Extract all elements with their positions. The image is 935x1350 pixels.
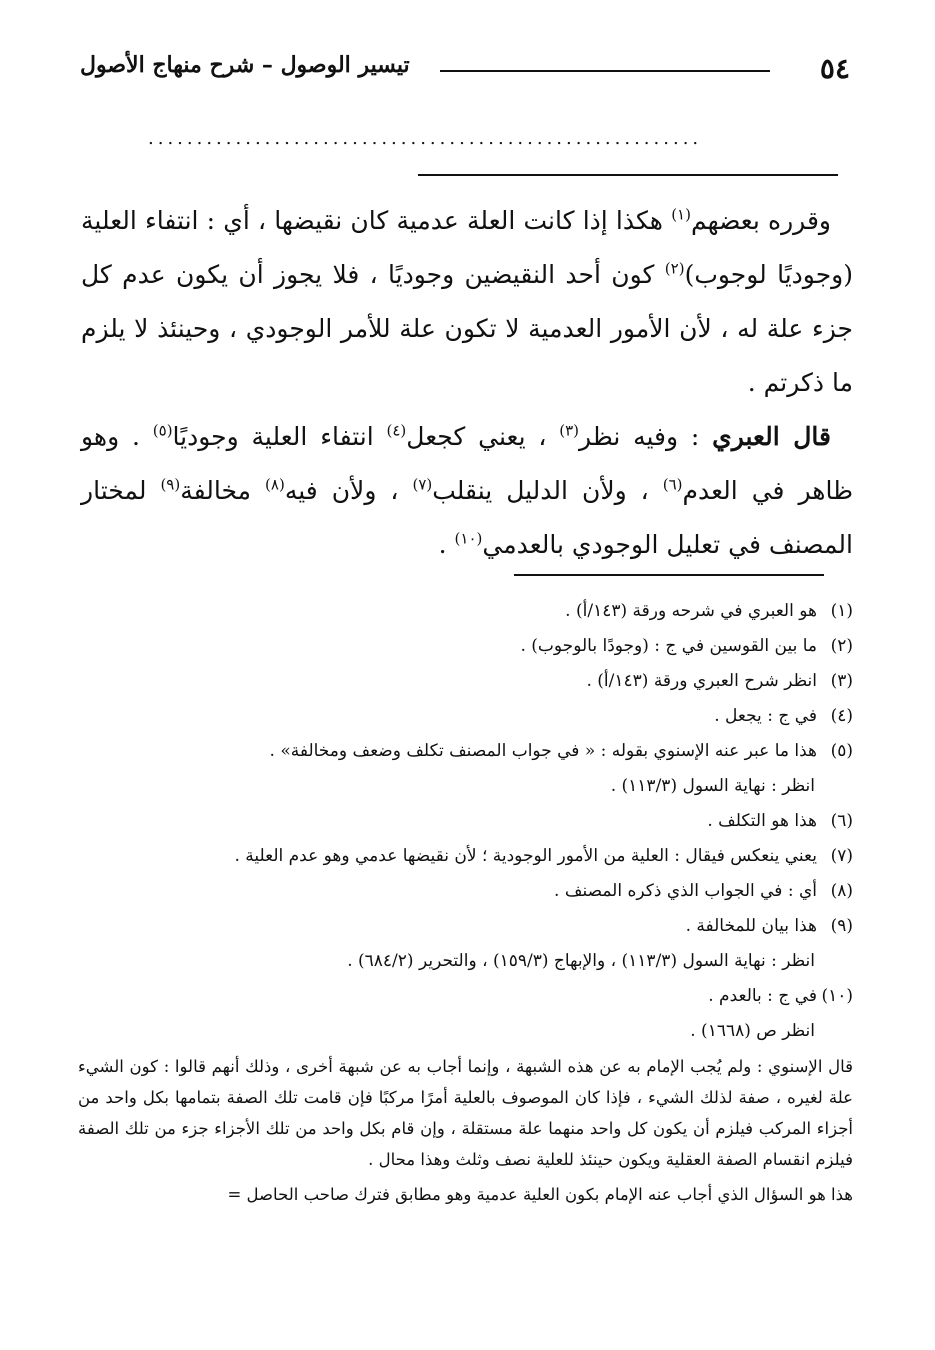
footnote-text: يعني ينعكس فيقال : العلية من الأمور الوجودية ؛ لأن نقيضها عدمي وهو عدم العلية . bbox=[234, 846, 817, 866]
text-segment: انتفاء العلية وجوديًا bbox=[172, 422, 387, 451]
footnote-number: (٩) bbox=[830, 916, 853, 936]
main-text bbox=[81, 194, 853, 572]
footnote-marker: (٦) bbox=[662, 475, 683, 494]
footnote-number: (١) bbox=[830, 601, 853, 621]
footnote-text: ما بين القوسين في ج : (وجودًا بالوجوب) . bbox=[520, 636, 817, 656]
footnote-commentary bbox=[78, 1051, 853, 1210]
text-segment: لمختار المصنف في تعليل الوجودي بالعدمي bbox=[81, 476, 853, 559]
footnote-1 bbox=[78, 594, 853, 629]
footnote-number: (٥) bbox=[830, 741, 853, 761]
footnote-text: أي : في الجواب الذي ذكره المصنف . bbox=[554, 881, 817, 901]
footnote-9 bbox=[78, 909, 853, 944]
commentary-paragraph: هذا هو السؤال الذي أجاب عنه الإمام بكون العلية عدمية وهو مطابق فترك صاحب الحاصل = bbox=[227, 1185, 853, 1204]
text-segment: مخالفة bbox=[180, 476, 266, 505]
footnote-7 bbox=[78, 839, 853, 874]
footnote-text: هذا بيان للمخالفة . bbox=[685, 916, 817, 936]
footnote-marker: (٧) bbox=[412, 475, 433, 494]
footnote-text: في ج : يجعل . bbox=[714, 706, 817, 726]
footnote-number: (٢) bbox=[830, 636, 853, 656]
footnote-text: هو العبري في شرحه ورقة (١٤٣/أ) . bbox=[565, 601, 817, 621]
footnote-marker: (٩) bbox=[160, 475, 181, 494]
speaker-label: قال العبري bbox=[712, 422, 831, 451]
footnote-2 bbox=[78, 629, 853, 664]
text-segment: وقرره بعضهم bbox=[690, 206, 832, 235]
text-segment: ، ولأن الدليل ينقلب bbox=[432, 476, 663, 505]
footnote-10-reference: انظر ص (١٦٦٨) . bbox=[690, 1021, 815, 1041]
footnote-marker: (١) bbox=[671, 205, 691, 224]
footnote-number: (٤) bbox=[830, 706, 853, 726]
footnote-9-reference: انظر : نهاية السول (١١٣/٣) ، والإبهاج (١٥٩/٣) ، والتحرير (٦٨٤/٢) . bbox=[347, 951, 815, 971]
text-segment: . bbox=[438, 530, 455, 559]
text-segment: ، ولأن فيه bbox=[284, 476, 413, 505]
text-segment: هكذا إذا كانت العلة عدمية كان نقيضها ، أي : انتفاء العلية (وجوديًا لوجوب) bbox=[81, 206, 853, 289]
text-segment: كون أحد النقيضين وجوديًا ، فلا يجوز أن يكون عدم كل جزء علة له ، لأن الأمور العدمية لا تكون علة للأمر الوجودي ، وحينئذ لا يلزم ما ذكرتم . bbox=[81, 260, 853, 397]
footnote-number: (١٠) bbox=[821, 986, 853, 1006]
footnote-text: في ج : بالعدم . bbox=[708, 986, 817, 1006]
text-segment: . وهو ظاهر في العدم bbox=[81, 422, 853, 505]
footnote-marker: (٥) bbox=[152, 421, 173, 440]
footnote-marker: (٣) bbox=[559, 421, 580, 440]
footnote-text: هذا هو التكلف . bbox=[707, 811, 817, 831]
commentary-paragraph: قال الإسنوي : ولم يُجب الإمام به عن هذه الشبهة ، وإنما أجاب به عن شبهة أخرى ، وذلك أنهم قالوا : كون الشيء علة لغيره ، صفة لذلك الشيء ، فإذا كان الموصوف بالعلية أمرًا مركبًا فإن قامت تلك الصفة بتمامها بكل واحد من أجزاء المركب فيلزم أن يكون كل واحد منهما علة مستقلة ، وإن قام بكل واحد من تلك الأجزاء جزء من تلك الصفة فيلزم انقسام الصفة العقلية ويكون حينئذ للعلية نصف وثلث وهذا محال . bbox=[78, 1057, 853, 1169]
footnote-5-reference: انظر : نهاية السول (١١٣/٣) . bbox=[610, 776, 815, 796]
footnote-marker: (٢) bbox=[664, 259, 685, 278]
footnote-number: (٣) bbox=[830, 671, 853, 691]
footnote-10 bbox=[78, 979, 853, 1014]
footnote-text: هذا ما عبر عنه الإسنوي بقوله : « في جواب المصنف تكلف وضعف ومخالفة» . bbox=[269, 741, 817, 761]
paragraph-2 bbox=[81, 410, 853, 572]
header-rule bbox=[440, 70, 770, 72]
footnote-marker: (٤) bbox=[386, 421, 407, 440]
footnote-5 bbox=[78, 734, 853, 769]
footnotes bbox=[78, 594, 853, 1210]
text-segment: ، يعني كجعل bbox=[406, 422, 560, 451]
footnote-number: (٦) bbox=[830, 811, 853, 831]
footnote-6 bbox=[78, 804, 853, 839]
footnote-4 bbox=[78, 699, 853, 734]
footnote-8 bbox=[78, 874, 853, 909]
footnote-3 bbox=[78, 664, 853, 699]
footnote-number: (٨) bbox=[830, 881, 853, 901]
section-divider bbox=[418, 174, 838, 176]
footnote-separator bbox=[514, 574, 824, 576]
page-header bbox=[80, 48, 850, 88]
text-segment: : وفيه نظر bbox=[579, 422, 713, 451]
footnote-text: انظر شرح العبري ورقة (١٤٣/أ) . bbox=[586, 671, 817, 691]
footnote-number: (٧) bbox=[830, 846, 853, 866]
footnote-marker: (٨) bbox=[265, 475, 285, 494]
running-title: تيسير الوصول – شرح منهاج الأصول bbox=[80, 52, 410, 78]
page-number: ٥٤ bbox=[819, 52, 850, 85]
omission-dots: ......................................................... bbox=[148, 128, 703, 149]
paragraph-1 bbox=[81, 194, 853, 410]
footnote-marker: (١٠) bbox=[454, 529, 483, 548]
